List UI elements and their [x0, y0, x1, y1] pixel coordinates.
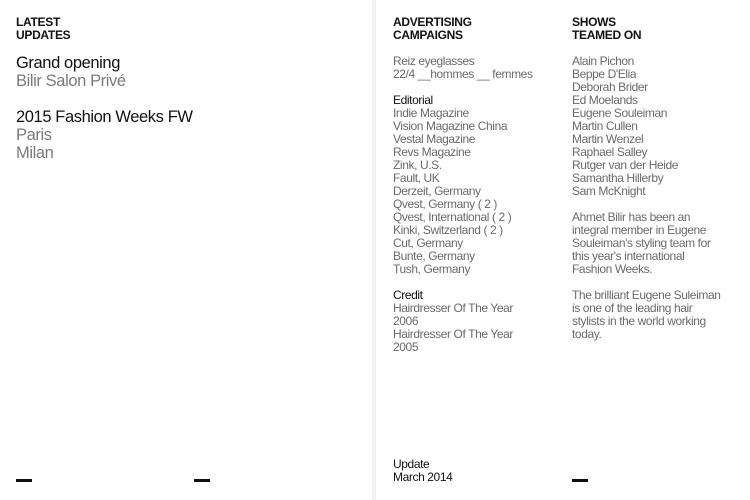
bio-line: this year's international	[572, 249, 685, 263]
show-name: Deborah Brider	[572, 80, 648, 94]
show-name: Raphael Salley	[572, 145, 648, 159]
show-name: Rutger van der Heide	[572, 158, 679, 172]
show-name: Eugene Souleiman	[572, 106, 668, 120]
editorial-label: Editorial	[393, 93, 433, 107]
left-dash-marker	[16, 479, 32, 482]
campaign-intro-line: 22/4 __hommes __ femmes	[393, 67, 533, 81]
right-panel	[376, 0, 750, 500]
show-name: Martin Cullen	[572, 119, 638, 133]
editorial-item: Tush, Germany	[393, 262, 471, 276]
campaigns-column	[393, 55, 563, 354]
show-name: Ed Moelands	[572, 93, 638, 107]
campaign-intro-line: Reiz eyeglasses	[393, 54, 475, 68]
news-subtitle: Bilir Salon Privé	[16, 72, 126, 90]
news-item-fashion-weeks[interactable]	[16, 108, 193, 162]
bio-line: is one of the leading hair	[572, 301, 693, 315]
heading-line: UPDATES	[16, 28, 71, 42]
update-footer	[393, 458, 452, 484]
heading-line: ADVERTISING	[393, 15, 472, 29]
bio-line: Ahmet Bilir has been an	[572, 210, 691, 224]
credit-label: Credit	[393, 288, 423, 302]
editorial-item: Zink, U.S.	[393, 158, 442, 172]
editorial-item: Qvest, International ( 2 )	[393, 210, 512, 224]
news-item-grand-opening[interactable]	[16, 54, 126, 90]
editorial-item: Fault, UK	[393, 171, 440, 185]
shows-column	[572, 55, 737, 341]
bio-paragraph	[572, 211, 737, 276]
latest-updates-heading	[16, 16, 70, 42]
left-panel	[0, 0, 372, 500]
editorial-item: Kinki, Switzerland ( 2 )	[393, 223, 503, 237]
editorial-item: Vision Magazine China	[393, 119, 508, 133]
show-name: Alain Pichon	[572, 54, 634, 68]
editorial-item: Vestal Magazine	[393, 132, 476, 146]
editorial-item: Bunte, Germany	[393, 249, 475, 263]
editorial-item: Indie Magazine	[393, 106, 469, 120]
show-name: Sam McKnight	[572, 184, 646, 198]
update-label: Update	[393, 457, 430, 471]
right-dash-marker	[572, 479, 588, 482]
advertising-campaigns-heading	[393, 16, 472, 42]
bio-paragraph	[572, 289, 737, 341]
shows-teamed-on-heading	[572, 16, 641, 42]
bio-line: stylists in the world working	[572, 314, 706, 328]
credit-item: Hairdresser Of The Year	[393, 327, 513, 341]
heading-line: LATEST	[16, 15, 60, 29]
news-subtitle: Paris	[16, 126, 52, 144]
credit-item: Hairdresser Of The Year	[393, 301, 513, 315]
bio-line: today.	[572, 327, 602, 341]
show-name: Beppe D'Elia	[572, 67, 637, 81]
credit-item: 2005	[393, 340, 419, 354]
heading-line: SHOWS	[572, 15, 616, 29]
bio-line: Fashion Weeks.	[572, 262, 653, 276]
left-dash-marker	[194, 479, 210, 482]
heading-line: TEAMED ON	[572, 28, 642, 42]
update-date: March 2014	[393, 470, 453, 484]
heading-line: CAMPAIGNS	[393, 28, 463, 42]
bio-line: Souleiman's styling team for	[572, 236, 711, 250]
editorial-item: Revs Magazine	[393, 145, 471, 159]
show-name: Martin Wenzel	[572, 132, 644, 146]
editorial-item: Cut, Germany	[393, 236, 463, 250]
editorial-item: Qvest, Germany ( 2 )	[393, 197, 498, 211]
show-name: Samantha Hillerby	[572, 171, 664, 185]
editorial-item: Derzeit, Germany	[393, 184, 481, 198]
bio-line: integral member in Eugene	[572, 223, 707, 237]
bio-line: The brilliant Eugene Suleiman	[572, 288, 721, 302]
credit-item: 2006	[393, 314, 419, 328]
news-title[interactable]: Grand opening	[16, 54, 120, 72]
news-subtitle: Milan	[16, 144, 54, 162]
news-title[interactable]: 2015 Fashion Weeks FW	[16, 108, 193, 126]
